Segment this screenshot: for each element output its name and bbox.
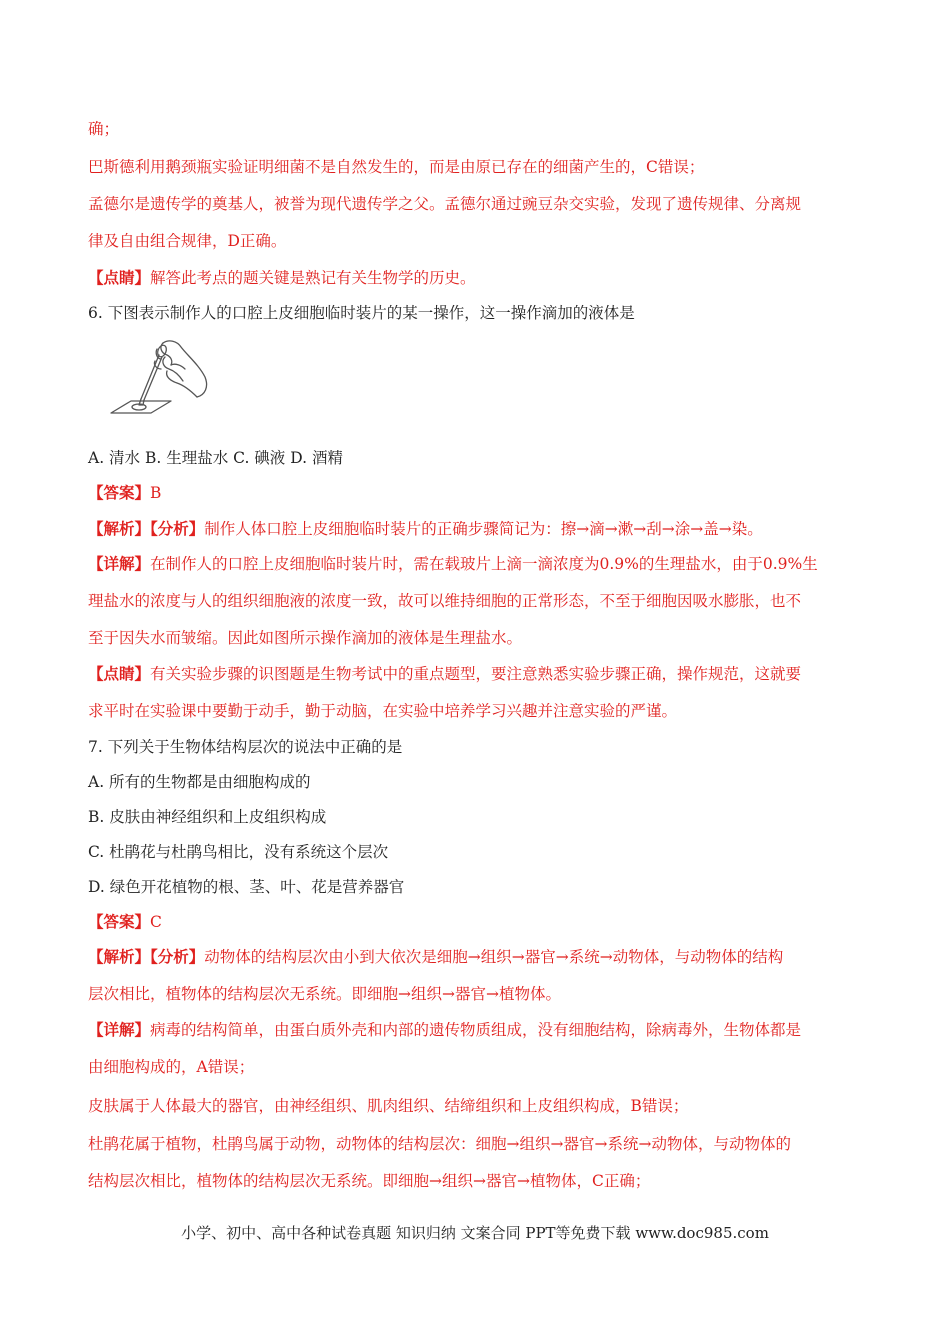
analysis-text: 制作人体口腔上皮细胞临时装片的正确步骤简记为：擦→滴→漱→刮→涂→盖→染。 [204, 520, 763, 538]
answer-line [88, 911, 868, 933]
analysis-line [88, 518, 868, 540]
text-line: 理盐水的浓度与人的组织细胞液的浓度一致，故可以维持细胞的正常形态，不至于细胞因吸水膨胀，也不 [88, 592, 802, 610]
detail-text: 在制作人的口腔上皮细胞临时装片时，需在载玻片上滴一滴浓度为0.9%的生理盐水，由于0.9%生 [150, 555, 818, 573]
detail-tag: 【详解】 [88, 1020, 151, 1039]
analysis-text: 动物体的结构层次由小到大依次是细胞→组织→器官→系统→动物体，与动物体的结构 [204, 948, 784, 966]
text-line: 求平时在实验课中要勤于动手，勤于动脑，在实验中培养学习兴趣并注意实验的严谨。 [88, 702, 678, 720]
text-line: 至于因失水而皱缩。因此如图所示操作滴加的液体是生理盐水。 [88, 629, 523, 647]
detail-text: 病毒的结构简单，由蛋白质外壳和内部的遗传物质组成，没有细胞结构，除病毒外，生物体都是 [150, 1021, 802, 1039]
detail-tag: 【详解】 [88, 554, 151, 573]
text-line: 皮肤属于人体最大的器官，由神经组织、肌肉组织、结缔组织和上皮组织构成，B错误； [88, 1097, 689, 1115]
answer-tag: 【答案】 [88, 912, 151, 931]
question-7: 7. 下列关于生物体结构层次的说法中正确的是 [88, 738, 403, 756]
text-line: 律及自由组合规律，D正确。 [88, 232, 287, 250]
answer-line [88, 482, 868, 504]
option-a: A. 所有的生物都是由细胞构成的 [88, 773, 311, 791]
tip-tag: 【点睛】 [88, 664, 151, 683]
tip-text: 解答此考点的题关键是熟记有关生物学的历史。 [150, 269, 476, 287]
tip-line [88, 663, 868, 685]
tip-line [88, 267, 868, 289]
analysis-tag: 【解析】【分析】 [88, 519, 205, 538]
text-line: 由细胞构成的，A错误； [88, 1058, 255, 1076]
option-c: C. 杜鹃花与杜鹃鸟相比，没有系统这个层次 [88, 843, 389, 861]
option-d: D. 绿色开花植物的根、茎、叶、花是营养器官 [88, 878, 405, 896]
question-6-options: A. 清水 B. 生理盐水 C. 碘液 D. 酒精 [88, 449, 343, 467]
text-line: 巴斯德利用鹅颈瓶实验证明细菌不是自然发生的，而是由原已存在的细菌产生的，C错误； [88, 158, 705, 176]
hand-dropper-icon [105, 335, 215, 425]
answer-tag: 【答案】 [88, 483, 151, 502]
analysis-line [88, 946, 868, 968]
page-footer: 小学、初中、高中各种试卷真题 知识归纳 文案合同 PPT等免费下载 www.doc985.com [181, 1224, 769, 1242]
text-line: 结构层次相比，植物体的结构层次无系统。即细胞→组织→器官→植物体，C正确； [88, 1172, 651, 1190]
text-line: 层次相比，植物体的结构层次无系统。即细胞→组织→器官→植物体。 [88, 985, 561, 1003]
tip-tag: 【点睛】 [88, 268, 151, 287]
option-b: B. 皮肤由神经组织和上皮组织构成 [88, 808, 327, 826]
text-line: 确； [88, 120, 120, 138]
text-line: 孟德尔是遗传学的奠基人，被誉为现代遗传学之父。孟德尔通过豌豆杂交实验，发现了遗传规律、分离规 [88, 195, 802, 213]
answer-value: C [150, 913, 162, 931]
analysis-tag: 【解析】【分析】 [88, 947, 205, 966]
detail-line [88, 553, 868, 575]
tip-text: 有关实验步骤的识图题是生物考试中的重点题型，要注意熟悉实验步骤正确，操作规范，这就要 [150, 665, 802, 683]
answer-value: B [150, 484, 162, 502]
detail-line [88, 1019, 868, 1041]
text-line: 杜鹃花属于植物，杜鹃鸟属于动物，动物体的结构层次：细胞→组织→器官→系统→动物体，与动物体的 [88, 1135, 791, 1153]
question-6: 6. 下图表示制作人的口腔上皮细胞临时装片的某一操作，这一操作滴加的液体是 [88, 304, 635, 322]
dropper-slide-illustration [105, 335, 215, 425]
